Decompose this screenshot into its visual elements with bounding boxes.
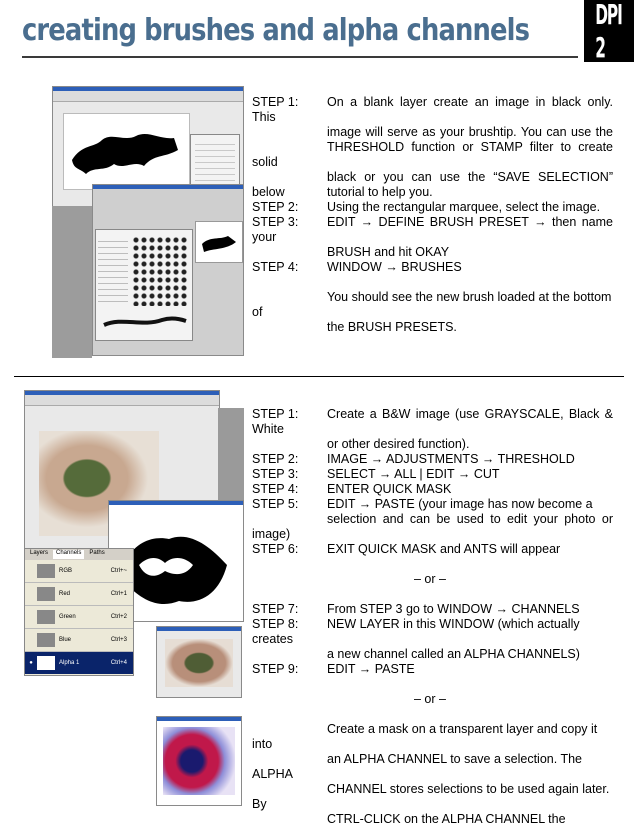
step-text: NEW LAYER in this WINDOW (which actually (327, 617, 580, 631)
turtle-photo-small (165, 639, 233, 687)
badge-text: DPI 2 (595, 0, 622, 64)
step-label: STEP 3: (252, 467, 299, 481)
step-text: EXIT QUICK MASK and ANTS will appear (327, 542, 561, 556)
channels-panel (24, 548, 134, 676)
step-text: an ALPHA CHANNEL to save a selection. The (327, 752, 582, 766)
photo-window-small (156, 626, 242, 698)
step-text: EDIT → PASTE (your image has now become a (327, 497, 593, 511)
preset-grid (132, 236, 188, 306)
tab-layers[interactable]: Layers (30, 550, 49, 556)
step-label: STEP 7: (252, 602, 299, 616)
step-text: SELECT → ALL | EDIT → CUT (327, 467, 500, 481)
step-label: ALPHA (252, 767, 293, 781)
step-label: STEP 1: (252, 95, 299, 109)
step-label: STEP 2: (252, 200, 299, 214)
photoshop-window-front (92, 184, 244, 356)
step-text: CTRL-CLICK on the ALPHA CHANNEL the (327, 812, 566, 826)
step-label: creates (252, 632, 293, 646)
step-label: your (252, 230, 277, 244)
step-text: You should see the new brush loaded at the bottom (327, 290, 612, 304)
step-label: STEP 9: (252, 662, 299, 676)
channel-row[interactable] (25, 583, 133, 606)
alpha-mask-window (156, 716, 242, 806)
gray-backdrop (52, 206, 92, 358)
channel-row[interactable] (25, 629, 133, 652)
step-text: EDIT → DEFINE BRUSH PRESET → then name (327, 215, 613, 229)
channel-name: Green (59, 614, 76, 620)
eye-icon[interactable]: ● (29, 660, 33, 666)
step-text: Create a B&W image (use GRAYSCALE, Black & (327, 407, 613, 421)
brush-presets-panel (95, 229, 193, 341)
tab-channels[interactable]: Channels (53, 550, 84, 559)
channel-row-selected[interactable] (25, 652, 133, 674)
or-separator: – or – (414, 692, 446, 706)
brush-tip-image (64, 114, 189, 189)
step-text: BRUSH and hit OKAY (327, 245, 450, 259)
step-label: image) (252, 527, 291, 541)
channel-thumb (37, 656, 55, 670)
step-label: White (252, 422, 284, 436)
step-label: of (252, 305, 263, 319)
step-label: STEP 4: (252, 482, 299, 496)
brush-tip-shape (72, 134, 178, 174)
step-text: or other desired function). (327, 437, 470, 451)
step-text: black or you can use the “SAVE SELECTION” (327, 170, 613, 184)
preset-list (98, 236, 128, 306)
channel-shortcut: Ctrl+3 (110, 637, 127, 643)
title-bar (157, 627, 241, 631)
channel-shortcut: Ctrl+2 (110, 614, 127, 620)
step-text: ENTER QUICK MASK (327, 482, 452, 496)
step-text: Create a mask on a transparent layer and copy it (327, 722, 598, 736)
or-separator: – or – (414, 572, 446, 586)
step-label: This (252, 110, 276, 124)
toolbar (53, 91, 243, 102)
channel-shortcut: Ctrl+~ (110, 568, 127, 574)
channel-thumb (37, 564, 55, 578)
title-rule (22, 56, 578, 58)
step-label: into (252, 737, 273, 751)
alpha-screenshot-collage (24, 390, 246, 810)
step-label: STEP 4: (252, 260, 299, 274)
channel-name: Alpha 1 (59, 660, 80, 666)
brush-preview-box (195, 221, 243, 263)
channel-thumb (37, 633, 55, 647)
course-badge (584, 0, 634, 62)
step-text: From STEP 3 go to WINDOW → CHANNELS (327, 602, 580, 616)
step-text: a new channel called an ALPHA CHANNELS) (327, 647, 580, 661)
step-label: STEP 8: (252, 617, 299, 631)
step-label: By (252, 797, 267, 811)
step-label: STEP 5: (252, 497, 299, 511)
channel-shortcut: Ctrl+4 (110, 660, 127, 666)
step-text: CHANNEL stores selections to be used again later. (327, 782, 610, 796)
panel-tabs (25, 549, 133, 560)
step-label: STEP 3: (252, 215, 299, 229)
channel-shortcut: Ctrl+1 (110, 591, 127, 597)
step-text: WINDOW → BRUSHES (327, 260, 462, 274)
step-label: STEP 6: (252, 542, 299, 556)
channel-row[interactable] (25, 560, 133, 583)
toolbar (25, 395, 219, 406)
brush-preview (196, 222, 242, 262)
step-text: On a blank layer create an image in black only. (327, 95, 613, 109)
channel-name: Red (59, 591, 71, 597)
channel-thumb (37, 587, 55, 601)
brush-screenshot-collage (52, 86, 244, 358)
step-text: THRESHOLD function or STAMP filter to create (327, 140, 613, 154)
step-text: tutorial to help you. (327, 185, 433, 199)
step-text: image will serve as your brushtip. You can use the (327, 125, 613, 139)
title-bar (157, 717, 241, 721)
channel-name: RGB (59, 568, 73, 574)
step-label: STEP 1: (252, 407, 299, 421)
step-text: Using the rectangular marquee, select the image. (327, 200, 601, 214)
brush-stroke-preview (102, 314, 188, 330)
page-title: creating brushes and alpha channels (22, 13, 530, 48)
step-label: STEP 2: (252, 452, 299, 466)
step-text: the BRUSH PRESETS. (327, 320, 457, 334)
tab-paths[interactable]: Paths (89, 550, 105, 556)
step-label: below (252, 185, 285, 199)
step-text: EDIT → PASTE (327, 662, 415, 676)
section-divider (14, 376, 624, 377)
channel-thumb (37, 610, 55, 624)
channel-row[interactable] (25, 606, 133, 629)
step-text: IMAGE → ADJUSTMENTS → THRESHOLD (327, 452, 575, 466)
step-label: solid (252, 155, 278, 169)
canvas (63, 113, 190, 190)
alpha-mask-image (163, 727, 235, 795)
title-bar (93, 185, 243, 189)
step-text: selection and can be used to edit your photo or (327, 512, 613, 526)
channel-name: Blue (59, 637, 72, 643)
